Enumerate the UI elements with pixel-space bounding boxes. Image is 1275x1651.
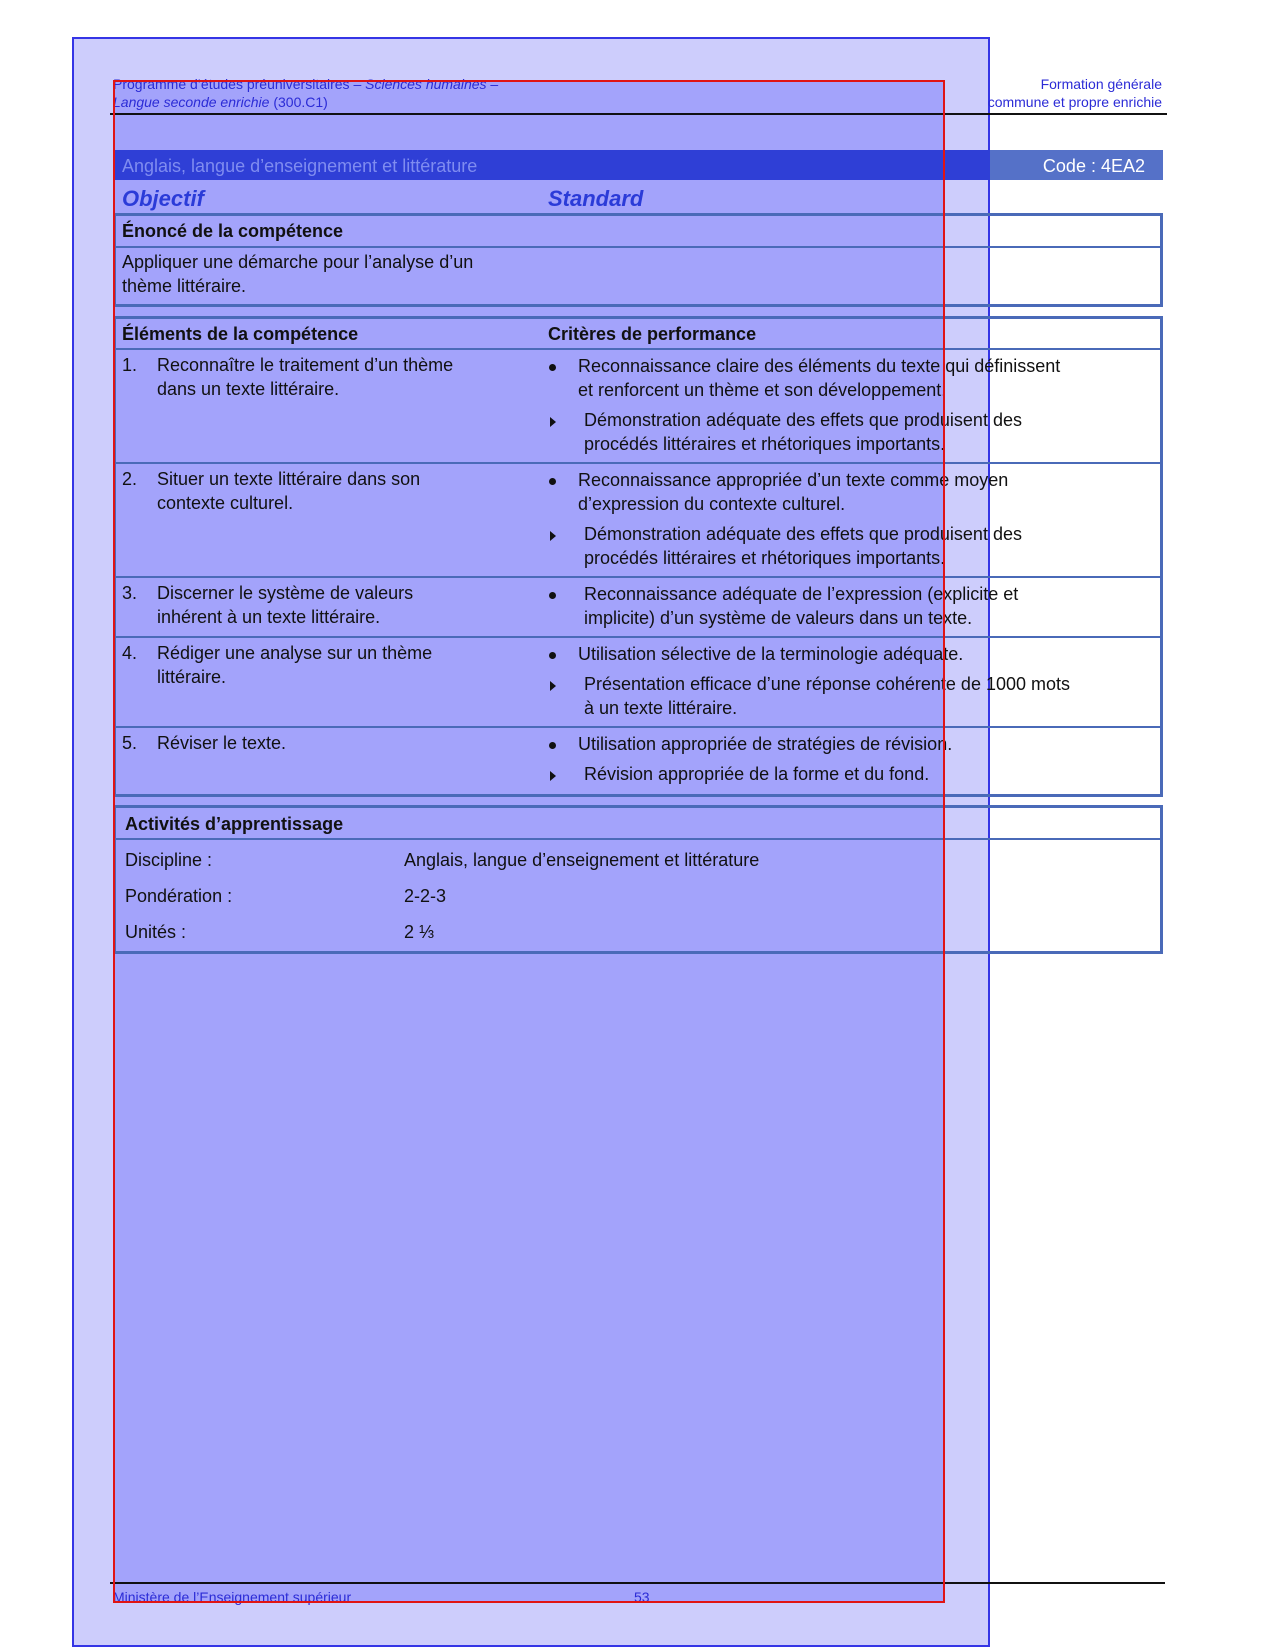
program-code: (300.C1) [269, 94, 328, 110]
program-prefix: Programme d’études préuniversitaires – [113, 76, 366, 92]
criteria-column-header: Critères de performance [548, 324, 757, 344]
criterion-text-line: procédés littéraires et rhétoriques importants. [584, 548, 946, 568]
content-frame [113, 80, 945, 1603]
discipline-label: Discipline : [125, 850, 213, 870]
page-number: 53 [634, 1589, 650, 1605]
discipline-value: Anglais, langue d’enseignement et littérature [404, 850, 760, 870]
element-number: 3. [122, 583, 138, 603]
criterion-text-line: Démonstration adéquate des effets que produisent des [584, 410, 1022, 430]
program-field: Sciences humaines [365, 76, 487, 92]
course-title: Anglais, langue d’enseignement et littérature [122, 156, 478, 176]
footer-ministry: Ministère de l’Enseignement supérieur [113, 1589, 352, 1605]
element-number: 5. [122, 733, 138, 753]
element-text-line: Situer un texte littéraire dans son [157, 469, 421, 489]
criterion-text-line: Reconnaissance adéquate de l’expression (explicite et [584, 584, 1019, 604]
activities-heading: Activités d’apprentissage [125, 814, 344, 834]
course-code: Code : 4EA2 [1042, 156, 1145, 176]
criterion-text-line: Démonstration adéquate des effets que produisent des [584, 524, 1022, 544]
element-text-line: Reconnaître le traitement d’un thème [157, 355, 454, 375]
element-number: 2. [122, 469, 138, 489]
criterion-text-line: et renforcent un thème et son développement. [578, 380, 947, 400]
units-label: Unités : [125, 922, 187, 942]
weighting-label: Pondération : [125, 886, 233, 906]
criterion-text-line: Présentation efficace d’une réponse cohérente de 1000 mots [584, 674, 1070, 694]
weighting-value: 2-2-3 [404, 886, 447, 906]
language-name: Langue seconde enrichie [113, 94, 270, 110]
element-text-line: dans un texte littéraire. [157, 379, 340, 399]
program-suffix: – [486, 76, 499, 92]
competence-statement-line-2: thème littéraire. [122, 276, 247, 296]
criterion-text-line: Révision appropriée de la forme et du fond. [584, 764, 930, 784]
criterion-text-line: Utilisation sélective de la terminologie adéquate. [578, 644, 964, 664]
element-text-line: inhérent à un texte littéraire. [157, 607, 381, 627]
competence-statement-line-1: Appliquer une démarche pour l’analyse d’un [122, 252, 474, 272]
criterion-text-line: procédés littéraires et rhétoriques importants. [584, 434, 946, 454]
objective-heading: Objectif [122, 186, 204, 211]
criterion-text-line: implicite) d’un système de valeurs dans un texte. [584, 608, 973, 628]
criterion-text-line: à un texte littéraire. [584, 698, 738, 718]
element-text-line: Discerner le système de valeurs [157, 583, 414, 603]
element-text-line: Rédiger une analyse sur un thème [157, 643, 433, 663]
element-number: 4. [122, 643, 138, 663]
criterion-text-line: Reconnaissance appropriée d’un texte comme moyen [578, 470, 1009, 490]
element-number: 1. [122, 355, 138, 375]
element-text-line: littéraire. [157, 667, 227, 687]
formation-line-1: Formation générale [1040, 76, 1162, 92]
units-value: 2 ⅓ [404, 922, 435, 942]
standard-heading: Standard [548, 186, 644, 211]
element-text-line: Réviser le texte. [157, 733, 287, 753]
criterion-text-line: d’expression du contexte culturel. [578, 494, 846, 514]
competence-heading: Énoncé de la compétence [122, 221, 344, 241]
element-text-line: contexte culturel. [157, 493, 294, 513]
criterion-text-line: Utilisation appropriée de stratégies de révision. [578, 734, 953, 754]
elements-column-header: Éléments de la compétence [122, 324, 359, 344]
formation-line-2: commune et propre enrichie [987, 94, 1162, 110]
criterion-text-line: Reconnaissance claire des éléments du texte qui définissent [578, 356, 1061, 376]
